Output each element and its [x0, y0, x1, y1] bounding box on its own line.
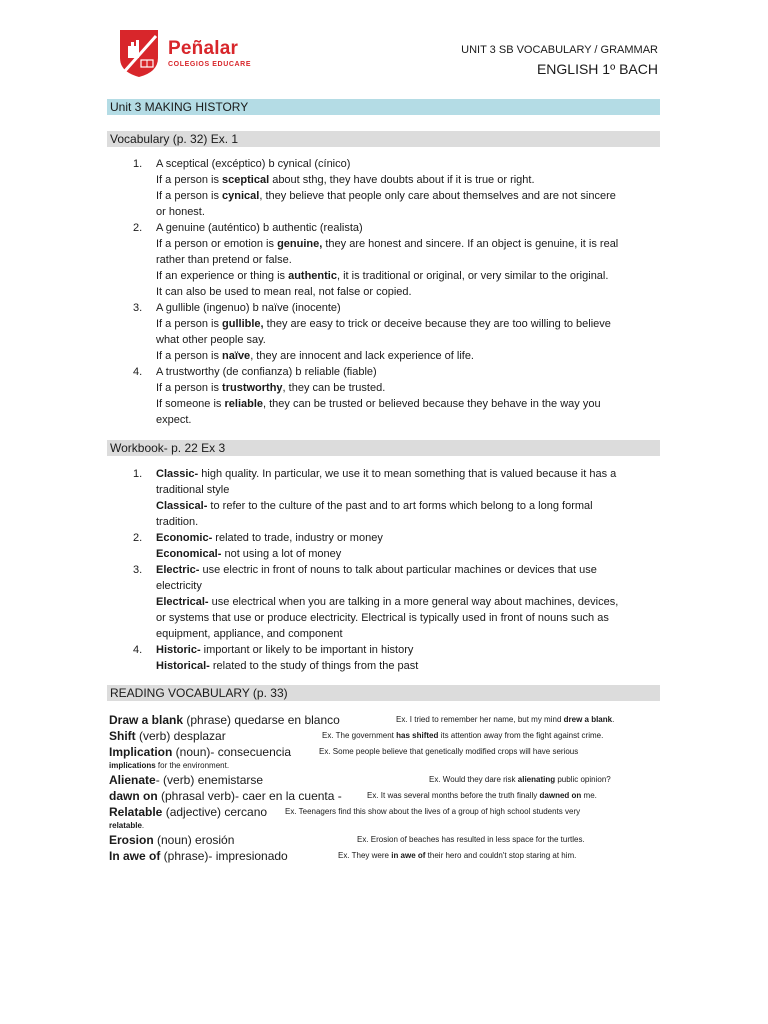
brand-subtitle: COLEGIOS EDUCARE — [168, 60, 252, 68]
entry-example: Ex. The government has shifted its attention away from the fight against crime. — [322, 731, 604, 740]
vocabulary-list — [107, 156, 660, 428]
entry-term: Alienate- (verb) enemistarse — [109, 773, 264, 787]
reading-entry — [109, 744, 662, 760]
workbook-item — [107, 466, 660, 530]
item-line: If a person is sceptical about sthg, they have doubts about if it is true or right. — [156, 174, 535, 186]
entry-example: Ex. Teenagers find this show about the lives of a group of high school students very — [285, 807, 581, 816]
reading-entry — [109, 728, 662, 744]
reading-entry — [109, 712, 662, 728]
entry-example: Ex. I tried to remember her name, but my mind drew a blank. — [396, 715, 615, 724]
item-line: Electrical- use electrical when you are talking in a more general way about machines, devices, — [156, 596, 619, 608]
item-line: If someone is reliable, they can be trusted or believed because they behave in the way you — [156, 398, 601, 410]
unit-heading: UNIT 3 SB VOCABULARY / GRAMMAR — [461, 44, 658, 56]
item-line: tradition. — [156, 516, 199, 528]
item-number: 4. — [133, 644, 143, 656]
item-number: 1. — [133, 158, 143, 170]
workbook-item — [107, 530, 660, 562]
school-logo — [118, 28, 251, 78]
item-line: If a person is naïve, they are innocent and lack experience of life. — [156, 350, 474, 362]
item-line: Classic- high quality. In particular, we use it to mean something that is valued because it has a — [156, 468, 617, 480]
item-line: what other people say. — [156, 334, 266, 346]
item-line: or systems that use or produce electricity. Electrical is typically used in front of nouns such as — [156, 612, 609, 624]
entry-example: Ex. Some people believe that genetically modified crops will have serious — [319, 747, 579, 756]
vocabulary-section-bar: Vocabulary (p. 32) Ex. 1 — [107, 131, 660, 147]
workbook-item — [107, 562, 660, 642]
vocabulary-item — [107, 156, 660, 220]
vocabulary-item — [107, 220, 660, 300]
item-line: Electric- use electric in front of nouns to talk about particular machines or devices that use — [156, 564, 597, 576]
reading-section-bar: READING VOCABULARY (p. 33) — [107, 685, 660, 701]
item-line: or honest. — [156, 206, 205, 218]
reading-entry — [109, 788, 662, 804]
item-number: 3. — [133, 564, 143, 576]
entry-example: Ex. Erosion of beaches has resulted in less space for the turtles. — [357, 835, 585, 844]
item-line: If a person is cynical, they believe that people only care about themselves and are not sincere — [156, 190, 616, 202]
unit-title-bar: Unit 3 MAKING HISTORY — [107, 99, 660, 115]
item-number: 4. — [133, 366, 143, 378]
item-line: If a person is trustworthy, they can be trusted. — [156, 382, 386, 394]
reading-entry — [109, 848, 662, 864]
workbook-list — [107, 466, 660, 674]
workbook-item — [107, 642, 660, 674]
entry-example: Ex. It was several months before the truth finally dawned on me. — [367, 791, 597, 800]
item-line: electricity — [156, 580, 202, 592]
item-line: A sceptical (excéptico) b cynical (cínico) — [156, 158, 351, 170]
entry-term: In awe of (phrase)- impresionado — [109, 849, 288, 863]
entry-example-continued: implications for the environment. — [109, 761, 230, 770]
item-number: 2. — [133, 532, 143, 544]
entry-term: Draw a blank (phrase) quedarse en blanco — [109, 713, 340, 727]
shield-logo-icon — [118, 28, 160, 78]
item-number: 2. — [133, 222, 143, 234]
reading-entry — [109, 832, 662, 848]
item-number: 3. — [133, 302, 143, 314]
brand-name: Peñalar — [168, 37, 239, 59]
reading-vocabulary-list — [109, 712, 662, 864]
entry-term: Shift (verb) desplazar — [109, 729, 226, 743]
entry-example: Ex. They were in awe of their hero and couldn't stop staring at him. — [338, 851, 577, 860]
entry-term: dawn on (phrasal verb)- caer en la cuenta - — [109, 789, 342, 803]
vocabulary-item — [107, 364, 660, 428]
item-line: Economical- not using a lot of money — [156, 548, 342, 560]
reading-entry — [109, 772, 662, 788]
item-line: Historic- important or likely to be important in history — [156, 644, 414, 656]
entry-term: Implication (noun)- consecuencia — [109, 745, 292, 759]
item-line: If an experience or thing is authentic, it is traditional or original, or very similar to the original. — [156, 270, 609, 282]
item-line: It can also be used to mean real, not false or copied. — [156, 286, 412, 298]
item-line: If a person is gullible, they are easy to trick or deceive because they are too willing to believe — [156, 318, 611, 330]
vocabulary-item — [107, 300, 660, 364]
item-line: Classical- to refer to the culture of the past and to art forms which belong to a long formal — [156, 500, 593, 512]
entry-example: Ex. Would they dare risk alienating public opinion? — [429, 775, 611, 784]
workbook-section-bar: Workbook- p. 22 Ex 3 — [107, 440, 660, 456]
item-line: A trustworthy (de confianza) b reliable (fiable) — [156, 366, 377, 378]
item-line: equipment, appliance, and component — [156, 628, 343, 640]
item-line: If a person or emotion is genuine, they are honest and sincere. If an object is genuine, it is real — [156, 238, 619, 250]
item-line: Historical- related to the study of things from the past — [156, 660, 419, 672]
item-line: expect. — [156, 414, 192, 426]
item-line: A genuine (auténtico) b authentic (realista) — [156, 222, 363, 234]
entry-example-continued: relatable. — [109, 821, 145, 830]
item-line: traditional style — [156, 484, 230, 496]
item-line: rather than pretend or false. — [156, 254, 292, 266]
entry-term: Erosion (noun) erosión — [109, 833, 235, 847]
course-heading: ENGLISH 1º BACH — [536, 61, 658, 77]
reading-entry — [109, 804, 662, 820]
entry-term: Relatable (adjective) cercano — [109, 805, 268, 819]
item-line: Economic- related to trade, industry or money — [156, 532, 383, 544]
item-number: 1. — [133, 468, 143, 480]
item-line: A gullible (ingenuo) b naïve (inocente) — [156, 302, 341, 314]
